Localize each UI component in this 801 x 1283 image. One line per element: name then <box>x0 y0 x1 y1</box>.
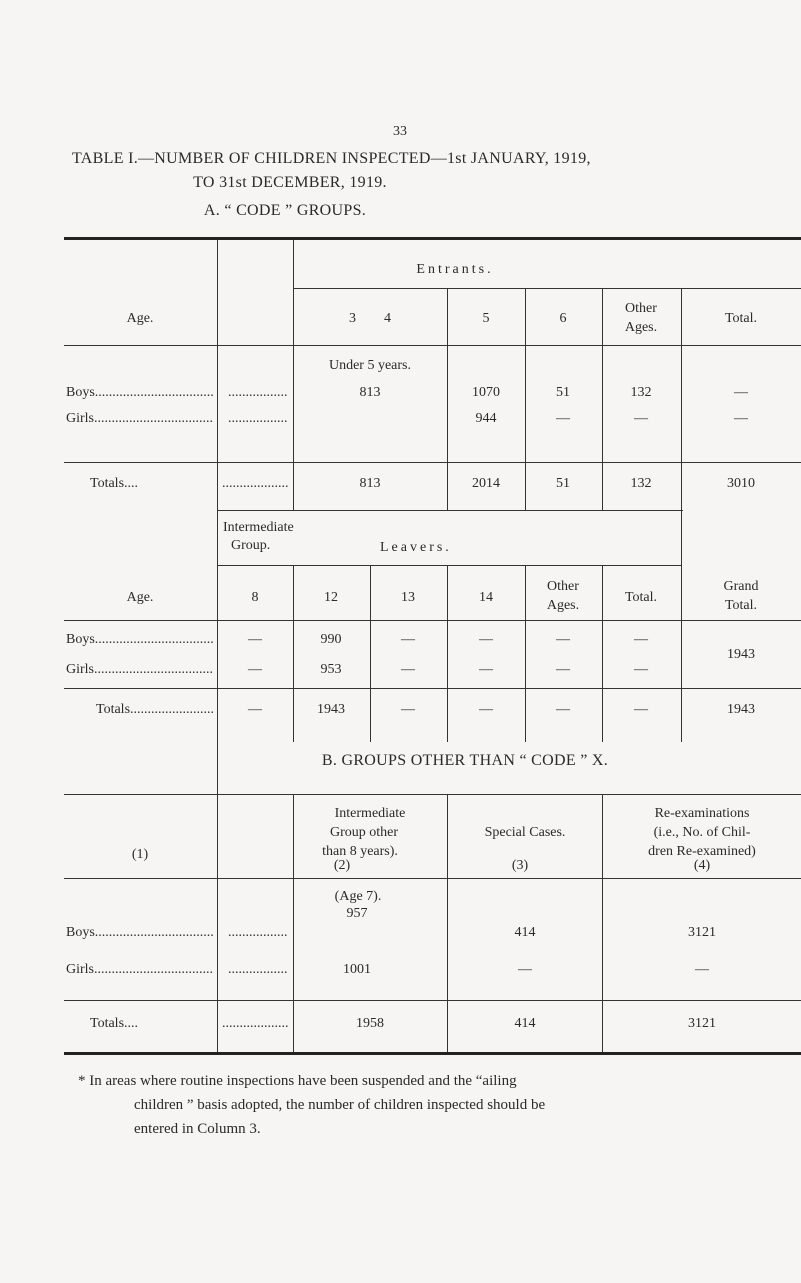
under-5-label: Under 5 years. <box>328 358 412 373</box>
divider <box>370 565 371 742</box>
cell: — <box>479 702 493 717</box>
col-2-line: Group other <box>329 825 399 840</box>
age-label: Age. <box>126 590 154 605</box>
bottom-rule <box>64 1052 801 1055</box>
divider <box>525 288 526 510</box>
cell: — <box>401 702 415 717</box>
col-3-line: Special Cases. <box>484 825 566 840</box>
cell: 813 <box>359 476 381 491</box>
footnote-line-3: entered in Column 3. <box>134 1121 261 1137</box>
leader-dots <box>228 962 288 978</box>
leavers-heading: Leavers. <box>380 540 452 555</box>
footnote-line-2: children ” basis adopted, the number of children inspected should be <box>134 1097 546 1113</box>
table-subtitle: TO 31st DECEMBER, 1919. <box>193 174 387 191</box>
col-2-line: than 8 years). <box>322 844 398 859</box>
page-number: 33 <box>393 124 407 139</box>
cell: — <box>401 632 415 647</box>
col-2-line: Intermediate <box>334 806 406 821</box>
divider <box>64 620 801 621</box>
divider <box>293 288 801 289</box>
col-other-1: Other <box>547 579 579 594</box>
col-1: (1) <box>131 847 149 862</box>
divider <box>602 565 603 742</box>
divider <box>217 794 218 1052</box>
divider <box>217 510 683 511</box>
totals-label: Totals.... <box>90 1016 139 1031</box>
divider <box>602 288 603 510</box>
cell: — <box>556 702 570 717</box>
divider <box>217 510 218 742</box>
intermediate-2: Group. <box>231 538 271 553</box>
cell: 1958 <box>356 1016 384 1031</box>
cell: — <box>248 632 262 647</box>
leader-dots <box>222 1016 288 1032</box>
cell: 1943 <box>727 702 755 717</box>
cell: — <box>248 702 262 717</box>
col-13: 13 <box>401 590 415 605</box>
cell: 1943 <box>317 702 345 717</box>
cell: 414 <box>514 925 536 940</box>
cell: — <box>734 411 748 426</box>
cell: 944 <box>475 411 497 426</box>
cell: 3121 <box>688 1016 716 1031</box>
age-label: Age. <box>126 311 154 326</box>
col-total: Total. <box>724 311 758 326</box>
cell: — <box>479 662 493 677</box>
row-label: Girls ..... <box>66 662 214 678</box>
cell: — <box>634 632 648 647</box>
col-12: 12 <box>324 590 338 605</box>
divider <box>64 462 801 463</box>
section-a-heading: A. “ CODE ” GROUPS. <box>203 202 367 219</box>
cell: — <box>556 632 570 647</box>
cell: 2014 <box>472 476 500 491</box>
divider <box>681 288 682 510</box>
divider <box>64 878 801 879</box>
cell: 813 <box>359 385 381 400</box>
intermediate-1: Intermediate <box>223 520 294 535</box>
divider <box>293 240 294 510</box>
cell: 3010 <box>727 476 755 491</box>
leader-dots <box>228 385 288 401</box>
cell: — <box>401 662 415 677</box>
cell: 3121 <box>688 925 716 940</box>
divider <box>293 794 294 1052</box>
col-other-1: Other <box>625 301 657 316</box>
cell: 1001 <box>343 962 371 977</box>
divider <box>525 565 526 742</box>
col-3-4: 3 4 <box>349 311 391 326</box>
cell: — <box>634 702 648 717</box>
row-label: Boys ..... <box>66 632 214 648</box>
divider <box>217 565 681 566</box>
entrants-heading: Entrants. <box>416 262 494 277</box>
col-other-2: Ages. <box>624 320 658 335</box>
totals-label: Totals ..... <box>96 702 214 718</box>
divider <box>447 288 448 510</box>
col-other-2: Ages. <box>546 598 580 613</box>
cell: 990 <box>320 632 342 647</box>
row-label: Boys ..... <box>66 385 214 401</box>
divider <box>64 1000 801 1001</box>
cell: 132 <box>630 385 652 400</box>
cell: — <box>634 411 648 426</box>
leader-dots <box>228 925 288 941</box>
cell: 1070 <box>472 385 500 400</box>
table-title: TABLE I.—NUMBER OF CHILDREN INSPECTED—1st JANUARY, 1919, <box>72 150 591 167</box>
divider <box>293 565 294 742</box>
cell: — <box>556 411 570 426</box>
section-b-heading: B. GROUPS OTHER THAN “ CODE ” X. <box>321 752 609 769</box>
leader-dots <box>222 476 288 492</box>
col-4-line: dren Re-examined) <box>648 844 756 859</box>
col-3-line: (3) <box>511 858 529 873</box>
footnote-line-1: * In areas where routine inspections have been suspended and the “ailing <box>78 1073 517 1089</box>
divider <box>217 742 218 794</box>
cell: 51 <box>556 476 570 491</box>
col-2-line: (2) <box>333 858 351 873</box>
col-total: Total. <box>624 590 658 605</box>
cell: — <box>518 962 532 977</box>
cell: — <box>695 962 709 977</box>
row-label: Girls ..... <box>66 411 214 427</box>
divider <box>217 240 218 510</box>
col-14: 14 <box>479 590 493 605</box>
divider <box>447 794 448 1052</box>
cell: — <box>479 632 493 647</box>
cell: 132 <box>630 476 652 491</box>
row-label: Boys ..... <box>66 925 214 941</box>
cell: 957 <box>346 906 368 921</box>
divider <box>681 510 682 742</box>
col-5: 5 <box>482 311 490 326</box>
col-6: 6 <box>559 311 567 326</box>
cell: — <box>556 662 570 677</box>
col-4-line: (i.e., No. of Chil- <box>653 825 751 840</box>
totals-label: Totals.... <box>90 476 139 491</box>
cell: — <box>248 662 262 677</box>
col-grand-2: Total. <box>724 598 758 613</box>
divider <box>447 565 448 742</box>
cell: — <box>634 662 648 677</box>
row-label: Girls ..... <box>66 962 214 978</box>
cell: 414 <box>514 1016 536 1031</box>
age-7-note: (Age 7). <box>334 889 382 904</box>
col-8: 8 <box>251 590 259 605</box>
cell: 953 <box>320 662 342 677</box>
divider <box>64 794 801 795</box>
col-4-line: Re-examinations <box>654 806 750 821</box>
col-4-line: (4) <box>693 858 711 873</box>
top-rule <box>64 237 801 240</box>
col-grand-1: Grand <box>723 579 759 594</box>
divider <box>602 794 603 1052</box>
cell: — <box>734 385 748 400</box>
cell: 51 <box>556 385 570 400</box>
divider <box>64 688 801 689</box>
leader-dots <box>228 411 288 427</box>
divider <box>64 345 801 346</box>
grand-total-cell: 1943 <box>727 647 755 662</box>
